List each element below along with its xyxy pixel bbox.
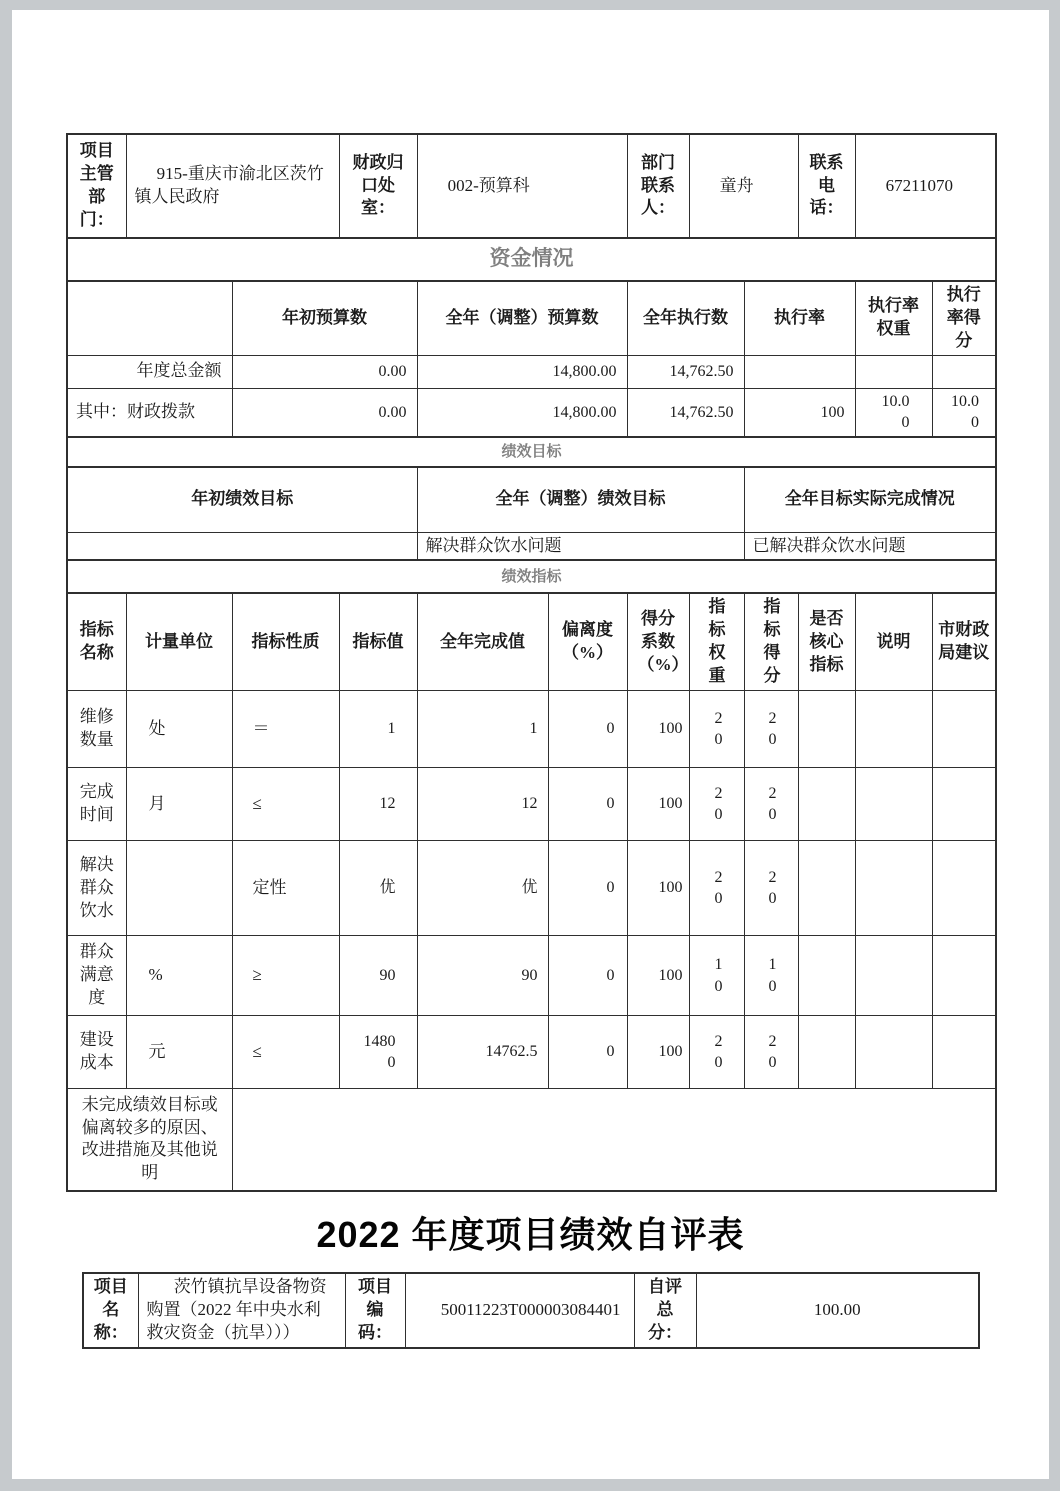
- ind-name: 维修数量: [67, 691, 126, 768]
- funding-fiscal-weight: 10.00: [855, 388, 932, 437]
- funding-total-rate: [744, 355, 855, 388]
- funding-row-fiscal: [67, 388, 996, 437]
- funding-col-rate-weight: 执行率权重: [855, 281, 932, 355]
- funding-row-total: [67, 355, 996, 388]
- funding-col-adjusted: 全年（调整）预算数: [417, 281, 627, 355]
- ind-note: [855, 841, 932, 936]
- ind-coefficient: 100: [627, 691, 689, 768]
- goals-adjusted-value: 解决群众饮水问题: [417, 532, 744, 560]
- funding-total-label: 年度总金额: [67, 355, 232, 388]
- ind-completed: 12: [417, 768, 548, 841]
- contact-person-value: 童舟: [689, 134, 798, 238]
- funding-fiscal-initial: 0.00: [232, 388, 417, 437]
- ind-core: [798, 1016, 855, 1089]
- indicator-row: [67, 841, 996, 936]
- ind-weight: 10: [689, 936, 744, 1016]
- ind-col-note: 说明: [855, 593, 932, 690]
- ind-note: [855, 691, 932, 768]
- goals-values-row: [67, 532, 996, 560]
- ind-target: 12: [339, 768, 417, 841]
- ind-col-target: 指标值: [339, 593, 417, 690]
- funding-fiscal-label: 其中：财政拨款: [67, 388, 232, 437]
- ind-unit: 月: [126, 768, 232, 841]
- ind-weight: 20: [689, 841, 744, 936]
- indicator-row: [67, 936, 996, 1016]
- ind-name: 解决群众饮水: [67, 841, 126, 936]
- funding-fiscal-executed: 14,762.50: [627, 388, 744, 437]
- ind-deviation: 0: [548, 1016, 627, 1089]
- dept-header-row: [67, 134, 996, 238]
- ind-completed: 90: [417, 936, 548, 1016]
- ind-unit: 处: [126, 691, 232, 768]
- ind-core: [798, 936, 855, 1016]
- indicator-row: [67, 1016, 996, 1089]
- ind-col-weight: 指标权重: [689, 593, 744, 690]
- indicators-columns-row: [67, 593, 996, 690]
- performance-self-eval-table: [66, 133, 997, 1192]
- indicator-row: [67, 691, 996, 768]
- ind-completed: 14762.5: [417, 1016, 548, 1089]
- ind-score: 20: [744, 1016, 798, 1089]
- ind-coefficient: 100: [627, 936, 689, 1016]
- ind-col-name: 指标名称: [67, 593, 126, 690]
- ind-col-coefficient: 得分系数（%）: [627, 593, 689, 690]
- goals-initial-value: [67, 532, 417, 560]
- ind-note: [855, 768, 932, 841]
- ind-col-bureau-advice: 市财政局建议: [932, 593, 996, 690]
- funding-total-initial: 0.00: [232, 355, 417, 388]
- indicator-row: [67, 768, 996, 841]
- project-name-label: 项目名称：: [83, 1273, 138, 1348]
- ind-advice: [932, 1016, 996, 1089]
- funding-total-weight: [855, 355, 932, 388]
- ind-deviation: 0: [548, 841, 627, 936]
- ind-unit: %: [126, 936, 232, 1016]
- ind-name: 建设成本: [67, 1016, 126, 1089]
- goals-actual-value: 已解决群众饮水问题: [744, 532, 996, 560]
- ind-note: [855, 936, 932, 1016]
- ind-weight: 20: [689, 1016, 744, 1089]
- ind-nature: 定性: [232, 841, 339, 936]
- funding-col-executed: 全年执行数: [627, 281, 744, 355]
- funding-fiscal-score: 10.00: [932, 388, 996, 437]
- ind-score: 10: [744, 936, 798, 1016]
- funding-col-rate-score: 执行率得分: [932, 281, 996, 355]
- ind-score: 20: [744, 768, 798, 841]
- goals-section-title: 绩效目标: [67, 437, 996, 467]
- finance-office-label: 财政归口处室：: [339, 134, 417, 238]
- funding-col-initial: 年初预算数: [232, 281, 417, 355]
- ind-name: 完成时间: [67, 768, 126, 841]
- ind-nature: ≤: [232, 1016, 339, 1089]
- self-score-label: 自评总分：: [634, 1273, 696, 1348]
- ind-col-score: 指标得分: [744, 593, 798, 690]
- ind-deviation: 0: [548, 768, 627, 841]
- contact-person-label: 部门联系人：: [627, 134, 689, 238]
- ind-coefficient: 100: [627, 768, 689, 841]
- indicators-section-title: 绩效指标: [67, 560, 996, 593]
- project-name-value: 茨竹镇抗旱设备物资购置（2022 年中央水利救灾资金（抗旱）））: [138, 1273, 345, 1348]
- ind-col-nature: 指标性质: [232, 593, 339, 690]
- ind-core: [798, 768, 855, 841]
- funding-total-score: [932, 355, 996, 388]
- document-page: [12, 10, 1049, 1479]
- ind-weight: 20: [689, 691, 744, 768]
- funding-columns-row: [67, 281, 996, 355]
- ind-deviation: 0: [548, 691, 627, 768]
- funding-col-blank: [67, 281, 232, 355]
- ind-unit: [126, 841, 232, 936]
- self-eval-header-table: [82, 1272, 980, 1349]
- ind-advice: [932, 768, 996, 841]
- ind-coefficient: 100: [627, 841, 689, 936]
- funding-total-executed: 14,762.50: [627, 355, 744, 388]
- contact-phone-value: 67211070: [855, 134, 996, 238]
- ind-deviation: 0: [548, 936, 627, 1016]
- goals-col-adjusted: 全年（调整）绩效目标: [417, 467, 744, 532]
- ind-score: 20: [744, 841, 798, 936]
- finance-office-value: 002-预算科: [417, 134, 627, 238]
- funding-total-adjusted: 14,800.00: [417, 355, 627, 388]
- ind-completed: 优: [417, 841, 548, 936]
- ind-core: [798, 691, 855, 768]
- funding-fiscal-rate: 100: [744, 388, 855, 437]
- self-eval-header-row: [83, 1273, 979, 1348]
- ind-target: 90: [339, 936, 417, 1016]
- ind-col-core: 是否核心指标: [798, 593, 855, 690]
- ind-advice: [932, 841, 996, 936]
- ind-score: 20: [744, 691, 798, 768]
- contact-phone-label: 联系电话：: [798, 134, 855, 238]
- ind-note: [855, 1016, 932, 1089]
- ind-nature: ＝: [232, 691, 339, 768]
- goals-columns-row: [67, 467, 996, 532]
- ind-coefficient: 100: [627, 1016, 689, 1089]
- ind-nature: ≥: [232, 936, 339, 1016]
- self-eval-title: 2022 年度项目绩效自评表: [316, 1214, 745, 1255]
- funding-section-title: 资金情况: [67, 238, 996, 281]
- ind-target: 1: [339, 691, 417, 768]
- goals-col-initial: 年初绩效目标: [67, 467, 417, 532]
- ind-nature: ≤: [232, 768, 339, 841]
- project-code-label: 项目编码：: [345, 1273, 405, 1348]
- supervisor-dept-value: 915-重庆市渝北区茨竹镇人民政府: [126, 134, 339, 238]
- ind-core: [798, 841, 855, 936]
- self-score-value: 100.00: [696, 1273, 979, 1348]
- funding-fiscal-adjusted: 14,800.00: [417, 388, 627, 437]
- supervisor-dept-label: 项目主管部门：: [67, 134, 126, 238]
- ind-unit: 元: [126, 1016, 232, 1089]
- ind-weight: 20: [689, 768, 744, 841]
- funding-col-rate: 执行率: [744, 281, 855, 355]
- ind-target: 优: [339, 841, 417, 936]
- remark-value: [232, 1089, 996, 1191]
- ind-col-unit: 计量单位: [126, 593, 232, 690]
- ind-advice: [932, 936, 996, 1016]
- goals-col-actual: 全年目标实际完成情况: [744, 467, 996, 532]
- remark-row: [67, 1089, 996, 1191]
- ind-target: 14800: [339, 1016, 417, 1089]
- project-code-value: 50011223T000003084401: [405, 1273, 634, 1348]
- ind-col-deviation: 偏离度（%）: [548, 593, 627, 690]
- ind-advice: [932, 691, 996, 768]
- remark-label: 未完成绩效目标或偏离较多的原因、改进措施及其他说明: [67, 1089, 232, 1191]
- ind-completed: 1: [417, 691, 548, 768]
- ind-col-completed: 全年完成值: [417, 593, 548, 690]
- ind-name: 群众满意度: [67, 936, 126, 1016]
